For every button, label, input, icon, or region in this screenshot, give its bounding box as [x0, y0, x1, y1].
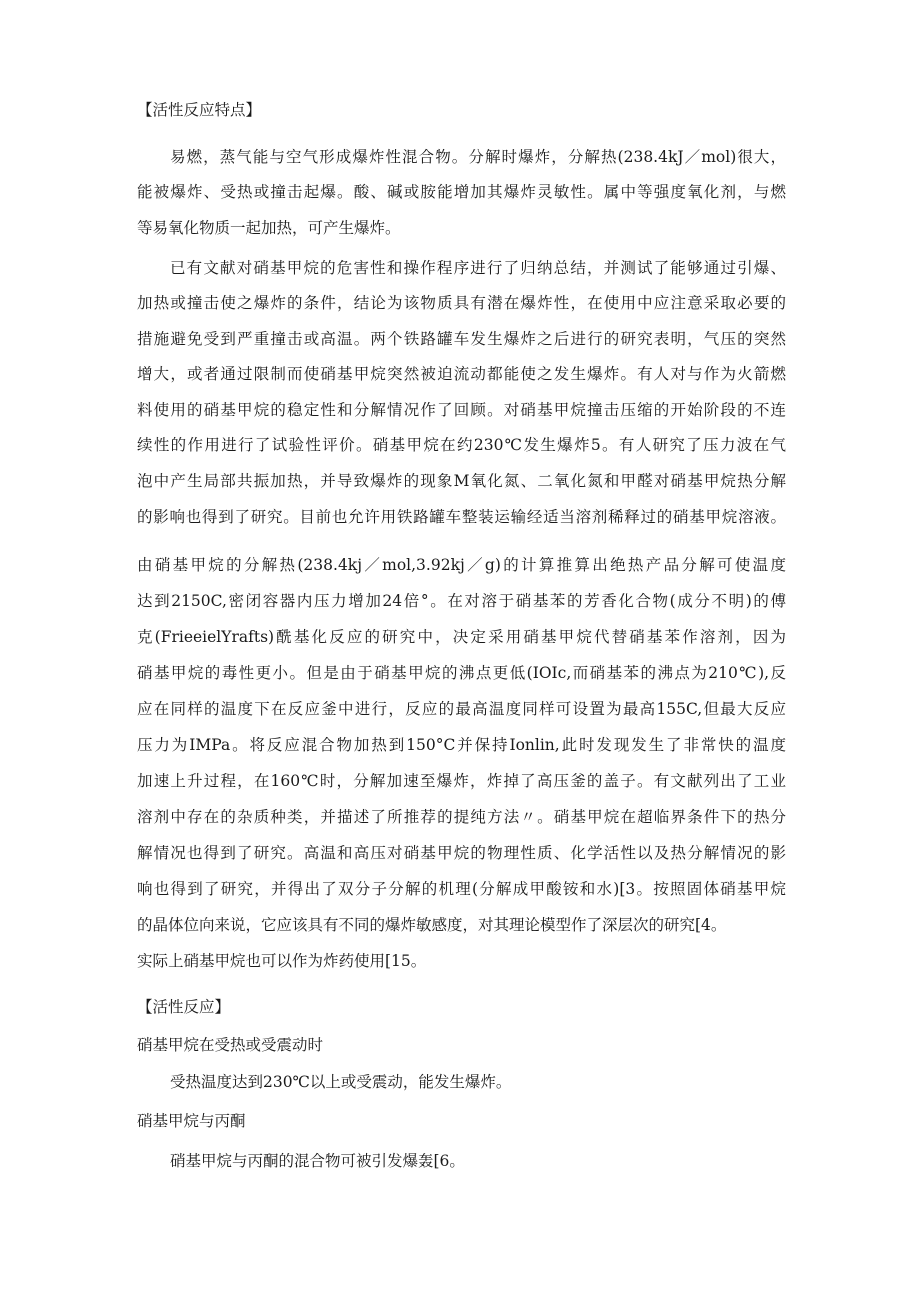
paragraph-line: 压力为IMPa。将反应混合物加热到150°C并保持Ionlin,此时发现发生了非常快的温度 — [137, 736, 786, 754]
paragraph-line: 增大，或者通过限制而使硝基甲烷突然被迫流动都能使之发生爆炸。有人对与作为火箭燃 — [137, 365, 786, 383]
paragraph-line: 加速上升过程，在160℃时，分解加速至爆炸，炸掉了高压釜的盖子。有文献列出了工业 — [137, 772, 786, 790]
paragraph-line: 响也得到了研究，并得出了双分子分解的机理(分解成甲酸铵和水)[3。按照固体硝基甲烷 — [137, 880, 786, 898]
paragraph-line: 应在同样的温度下在反应釜中进行，反应的最高温度同样可设置为最高155C,但最大反应 — [137, 700, 786, 718]
paragraph-line: 已有文献对硝基甲烷的危害性和操作程序进行了归纳总结，并测试了能够通过引爆、 — [170, 259, 786, 277]
section-heading: 【活性反应】 — [137, 998, 231, 1016]
paragraph-line: 硝基甲烷的毒性更小。但是由于硝基甲烷的沸点更低(IOIc,而硝基苯的沸点为210℃),反 — [137, 664, 786, 682]
paragraph-line: 续性的作用进行了试验性评价。硝基甲烷在约230℃发生爆炸5。有人研究了压力波在气 — [137, 436, 786, 454]
paragraph-line: 由硝基甲烷的分解热(238.4kj／mol,3.92kj／g)的计算推算出绝热产品分解可使温度 — [137, 556, 786, 574]
paragraph-line: 达到2150C,密闭容器内压力增加24倍°。在对溶于硝基苯的芳香化合物(成分不明)的傅 — [137, 592, 786, 610]
item-text: 受热温度达到230℃以上或受震动，能发生爆炸。 — [170, 1073, 512, 1091]
paragraph-line: 易燃，蒸气能与空气形成爆炸性混合物。分解时爆炸，分解热(238.4kJ／mol)很大， — [170, 148, 786, 166]
paragraph-line: 克(FrieeielYrafts)酰基化反应的研究中，决定采用硝基甲烷代替硝基苯作溶剂，因为 — [137, 628, 786, 646]
paragraph-line: 加热或撞击使之爆炸的条件，结论为该物质具有潜在爆炸性，在使用中应注意采取必要的 — [137, 294, 786, 312]
item-title: 硝基甲烷与丙酮 — [137, 1112, 246, 1130]
paragraph-line: 料使用的硝基甲烷的稳定性和分解情况作了回顾。对硝基甲烷撞击压缩的开始阶段的不连 — [137, 401, 786, 419]
paragraph-line: 实际上硝基甲烷也可以作为炸药使用[15。 — [137, 952, 427, 970]
paragraph-line: 泡中产生局部共振加热，并导致爆炸的现象M氧化氮、二氧化氮和甲醛对硝基甲烷热分解 — [137, 472, 786, 490]
paragraph-line: 的晶体位向来说，它应该具有不同的爆炸敏感度，对其理论模型作了深层次的研究[4。 — [137, 916, 727, 934]
paragraph-line: 措施避免受到严重撞击或高温。两个铁路罐车发生爆炸之后进行的研究表明，气压的突然 — [137, 330, 786, 348]
section-heading: 【活性反应特点】 — [137, 101, 262, 119]
paragraph-line: 等易氧化物质一起加热，可产生爆炸。 — [137, 219, 401, 237]
paragraph-line: 解情况也得到了研究。高温和高压对硝基甲烷的物理性质、化学活性以及热分解情况的影 — [137, 844, 786, 862]
paragraph-line: 能被爆炸、受热或撞击起爆。酸、碱或胺能增加其爆炸灵敏性。属中等强度氧化剂，与燃 — [137, 183, 786, 201]
paragraph-line: 的影响也得到了研究。目前也允许用铁路罐车整装运输经适当溶剂稀释过的硝基甲烷溶液。 — [137, 508, 786, 526]
item-text: 硝基甲烷与丙酮的混合物可被引发爆轰[6。 — [170, 1152, 465, 1170]
item-title: 硝基甲烷在受热或受震动时 — [137, 1036, 324, 1054]
paragraph-line: 溶剂中存在的杂质种类，并描述了所推荐的提纯方法〃。硝基甲烷在超临界条件下的热分 — [137, 808, 786, 826]
